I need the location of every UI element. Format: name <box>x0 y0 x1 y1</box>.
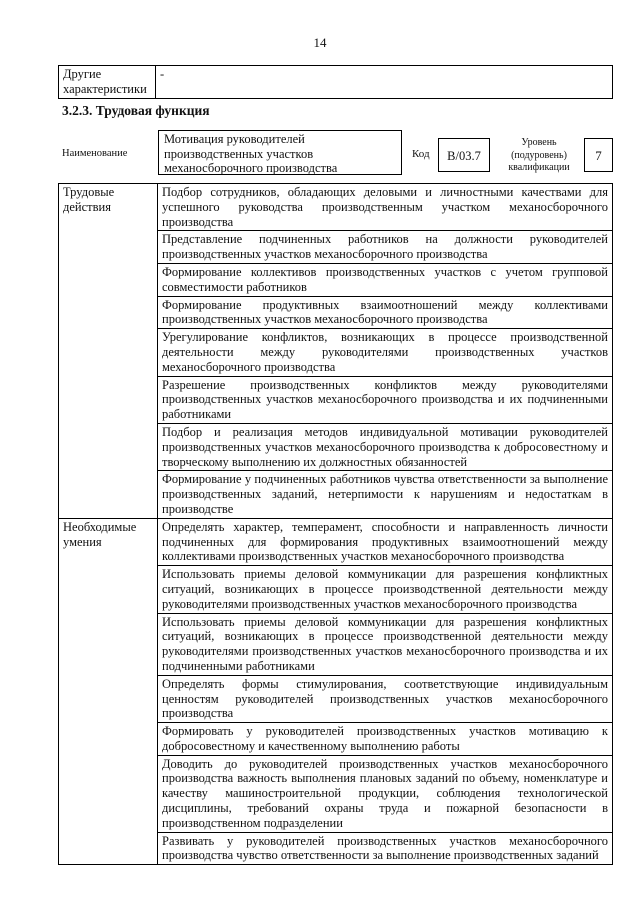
level-label: Уровень (подуровень) квалификации <box>508 137 570 173</box>
required-skills-label: Необходимые умения <box>59 518 158 865</box>
labor-actions-label: Трудовые действия <box>59 184 158 519</box>
table-row <box>59 184 613 231</box>
labor-function-table <box>58 183 613 865</box>
table-row <box>59 66 613 99</box>
list-item: Представление подчиненных работников на должности руководителей производственных участков механосборочного производства <box>158 231 613 264</box>
labor-actions-group <box>59 184 613 519</box>
list-item: Разрешение производственных конфликтов между руководителями производственных участков механосборочного производства и их подчиненными работниками <box>158 376 613 423</box>
list-item: Формирование у подчиненных работников чувства ответственности за выполнение производственных заданий, нетерпимости к нарушениям и недостаткам в производстве <box>158 471 613 518</box>
name-label: Наименование <box>62 148 128 159</box>
list-item: Формировать у руководителей производственных участков мотивацию к добросовестному и качественному выполнению работы <box>158 723 613 756</box>
list-item: Доводить до руководителей производственных участков механосборочного производства важность выполнения плановых заданий по объему, номенклатуре и качеству машиностроительной продукции, соблюдения технологической дисциплины, требований охраны труда и пожарной безопасности в производственном подразделении <box>158 755 613 832</box>
level-value: 7 <box>584 138 613 172</box>
list-item: Развивать у руководителей производственных участков механосборочного производства чувство ответственности за выполнение производственных заданий <box>158 832 613 865</box>
list-item: Определять характер, темперамент, способности и направленность личности подчиненных для формирования продуктивных взаимоотношений между коллективами производственных участков механосборочного производства <box>158 518 613 565</box>
other-characteristics-value: - <box>156 66 613 99</box>
section-title: 3.2.3. Трудовая функция <box>62 103 210 118</box>
name-value: Мотивация руководителей производственных участков механосборочного производства <box>158 130 402 175</box>
list-item: Подбор и реализация методов индивидуальной мотивации руководителей производственных участков механосборочного производства к добросовестному и творческому выполнению их должностных обязанностей <box>158 423 613 470</box>
list-item: Определять формы стимулирования, соответствующие индивидуальным ценностям руководителей производственных участков механосборочного производства <box>158 675 613 722</box>
list-item: Урегулирование конфликтов, возникающих в процессе производственной деятельности между руководителями производственных участков механосборочного производства <box>158 329 613 376</box>
code-label: Код <box>412 148 430 160</box>
list-item: Использовать приемы деловой коммуникации для разрешения конфликтных ситуаций, возникающих в процессе производственной деятельности между руководителями производственных участков механосборочного производства <box>158 566 613 613</box>
list-item: Формирование коллективов производственных участков с учетом групповой совместимости работников <box>158 263 613 296</box>
table-row <box>59 518 613 565</box>
other-characteristics-table <box>58 65 613 99</box>
required-skills-group <box>59 518 613 865</box>
code-value: B/03.7 <box>438 138 490 172</box>
list-item: Подбор сотрудников, обладающих деловыми и личностными качествами для успешного руководства производственным участком механосборочного производства <box>158 184 613 231</box>
other-characteristics-label: Другие характеристики <box>59 66 156 99</box>
list-item: Формирование продуктивных взаимоотношений между коллективами производственных участков механосборочного производства <box>158 296 613 329</box>
page-number: 14 <box>313 35 327 50</box>
list-item: Использовать приемы деловой коммуникации для разрешения конфликтных ситуаций, возникающих в процессе производственной деятельности между руководителями производственных участков механосборочного производства и их подчиненными работниками <box>158 613 613 675</box>
